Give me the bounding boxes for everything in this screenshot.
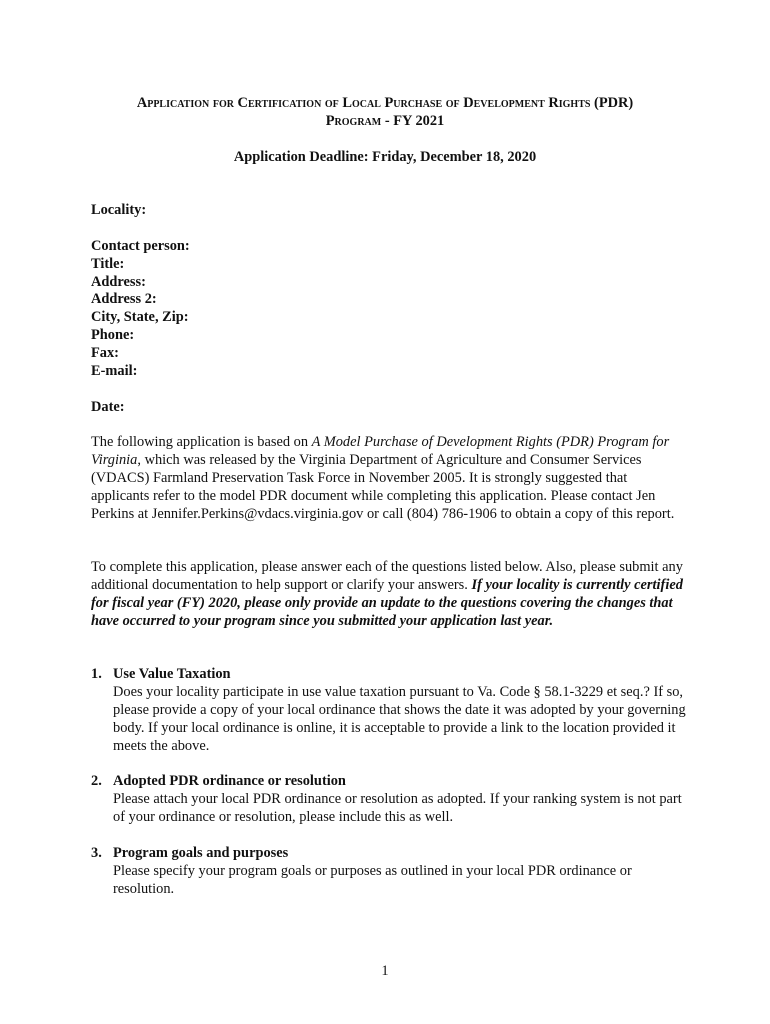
contact-person-label: Contact person: <box>91 238 190 254</box>
address-label: Address: <box>91 274 146 290</box>
instructions-text: To complete this application, please answer each of the questions listed below. Also, please submit any additional documentation to help support or clarify your answers. <box>91 559 683 593</box>
phone-label: Phone: <box>91 327 135 343</box>
question-2-number: 2. <box>91 773 102 789</box>
document-title <box>80 94 690 130</box>
email-label: E-mail: <box>91 363 138 379</box>
question-3-number: 3. <box>91 845 102 861</box>
question-1-number: 1. <box>91 666 102 682</box>
title-label: Title: <box>91 256 125 272</box>
title-line-2: Program - FY 2021 <box>325 113 445 129</box>
intro-paragraph <box>91 433 683 523</box>
intro-text-a: The following application is based on <box>91 434 312 450</box>
model-pdr-title: A Model Purchase of Development Rights (PDR) Program for Virginia <box>91 434 670 468</box>
page-number: 1 <box>381 963 389 979</box>
question-2-heading <box>91 772 346 790</box>
question-3-title: Program goals and purposes <box>113 845 289 861</box>
question-1-heading <box>91 665 231 683</box>
application-deadline: Application Deadline: Friday, December 18, 2020 <box>233 149 537 165</box>
title-line-1: Application for Certification of Local Purchase of Development Rights (PDR) <box>136 95 634 111</box>
locality-label: Locality: <box>91 202 147 218</box>
question-3-heading <box>91 844 288 862</box>
fy2020-note: If your locality is currently certified for fiscal year (FY) 2020, please only provide an update to the questions covering the changes that have occurred to your program since you submitted your application last year. <box>91 577 683 629</box>
date-label: Date: <box>91 399 125 415</box>
city-state-zip-label: City, State, Zip: <box>91 309 189 325</box>
question-2-title: Adopted PDR ordinance or resolution <box>113 773 346 789</box>
address-2-label: Address 2: <box>91 291 157 307</box>
question-1-body: Does your locality participate in use value taxation pursuant to Va. Code § 58.1-3229 et seq.? If so, please provide a copy of your local ordinance that shows the date it was adopted by your governing body. If your local ordinance is online, it is acceptable to provide a link to the location provided it meets the above. <box>113 684 686 754</box>
question-2-body: Please attach your local PDR ordinance or resolution as adopted. If your ranking system is not part of your ordinance or resolution, please include this as well. <box>113 791 682 825</box>
question-1-title: Use Value Taxation <box>113 666 231 682</box>
question-3-body: Please specify your program goals or purposes as outlined in your local PDR ordinance or resolution. <box>113 863 632 897</box>
instructions-paragraph <box>91 558 683 630</box>
intro-text-b: , which was released by the Virginia Department of Agriculture and Consumer Services (VDACS) Farmland Preservation Task Force in November 2005. It is strongly suggested that applicants refer to the model PDR document while completing this application. Please contact Jen Perkins at Jennifer.Perkins@vdacs.virginia.gov or call (804) 786-1906 to obtain a copy of this report. <box>91 452 675 522</box>
fax-label: Fax: <box>91 345 119 361</box>
